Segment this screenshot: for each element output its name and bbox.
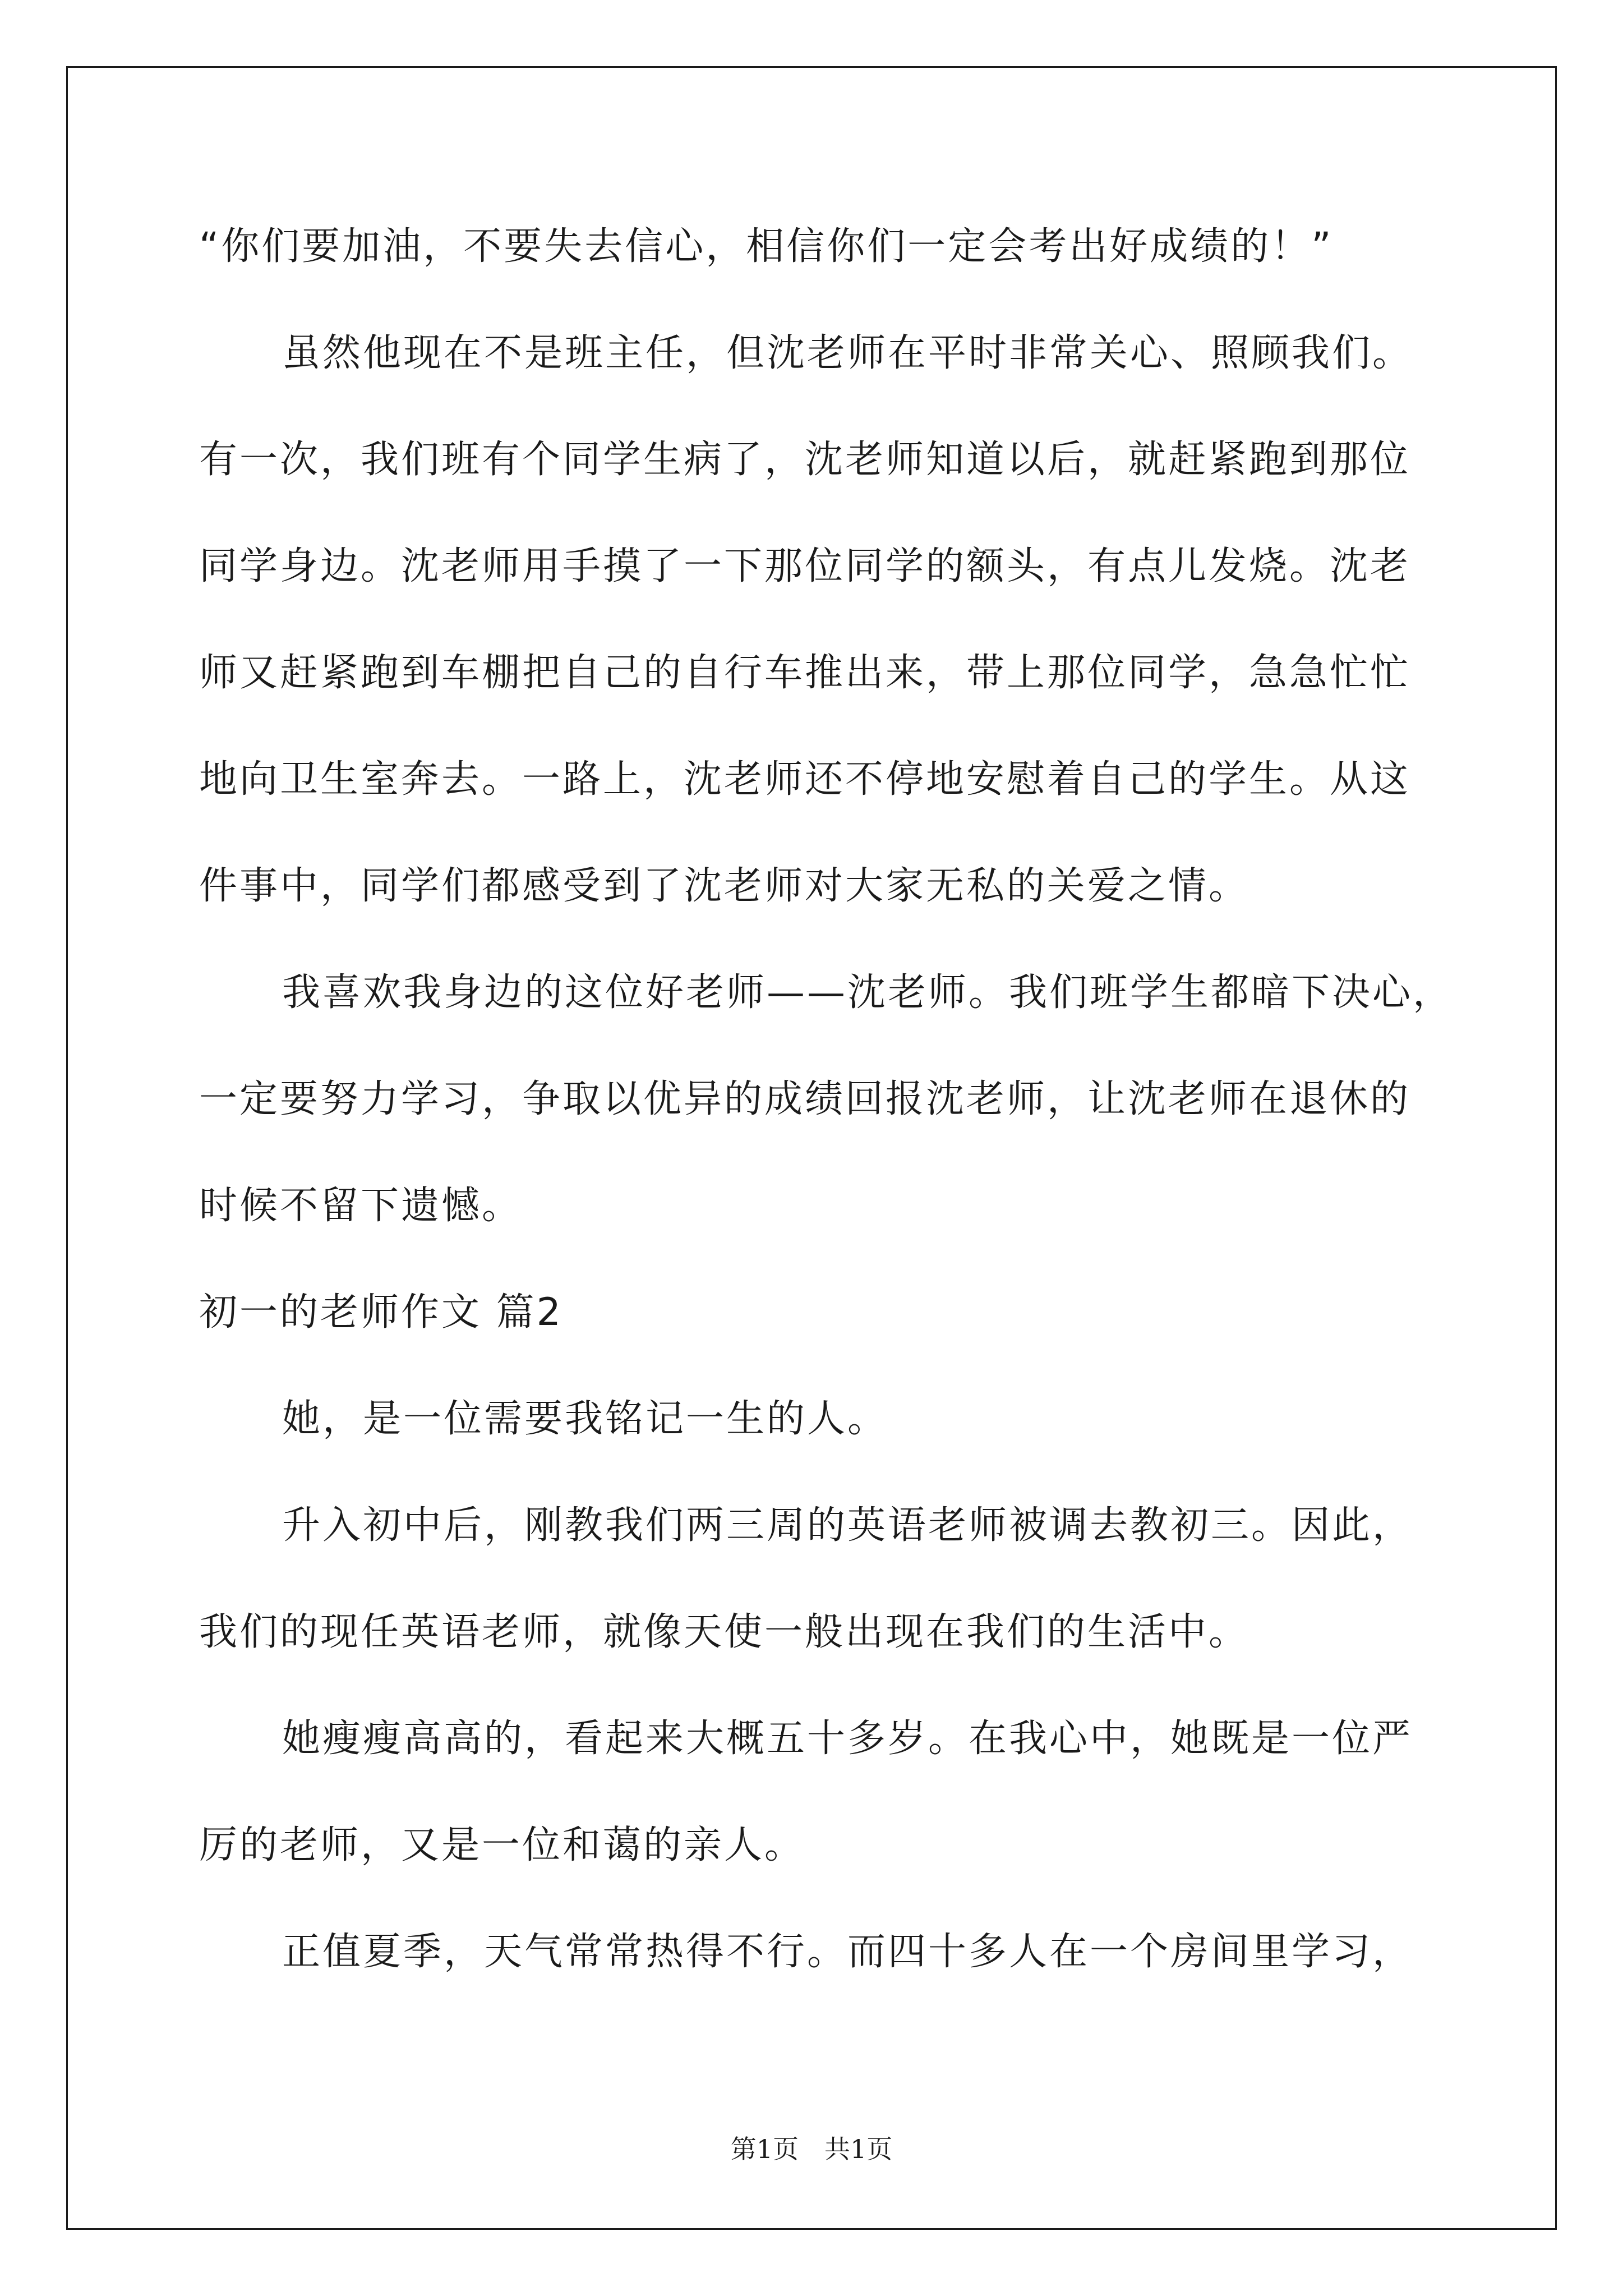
paragraph-start: 升入初中后，刚教我们两三周的英语老师被调去教初三。因此， xyxy=(282,1503,1413,1548)
paragraph-start: 她瘦瘦高高的，看起来大概五十多岁。在我心中，她既是一位严 xyxy=(282,1717,1413,1761)
text-line: 地向卫生室奔去。一路上，沈老师还不停地安慰着自己的学生。从这 xyxy=(199,757,1411,802)
text-line: 时候不留下遗憾。 xyxy=(199,1184,523,1228)
text-line: 有一次，我们班有个同学生病了，沈老师知道以后，就赶紧跑到那位 xyxy=(199,438,1411,482)
paragraph-start: 我喜欢我身边的这位好老师——沈老师。我们班学生都暗下决心， xyxy=(282,970,1454,1015)
text-line: 师又赶紧跑到车棚把自己的自行车推出来，带上那位同学，急急忙忙 xyxy=(199,651,1411,695)
page-number: 第1页 共1页 xyxy=(730,2134,893,2164)
text-line: 我们的现任英语老师，就像天使一般出现在我们的生活中。 xyxy=(199,1610,1249,1654)
text-line: 同学身边。沈老师用手摸了一下那位同学的额头，有点儿发烧。沈老 xyxy=(199,544,1411,588)
paragraph-start: 她，是一位需要我铭记一生的人。 xyxy=(282,1397,888,1441)
paragraph-start: 虽然他现在不是班主任，但沈老师在平时非常关心、照顾我们。 xyxy=(282,331,1413,375)
paragraph-start: 正值夏季，天气常常热得不行。而四十多人在一个房间里学习， xyxy=(282,1930,1413,1974)
text-line: 一定要努力学习，争取以优异的成绩回报沈老师，让沈老师在退休的 xyxy=(199,1077,1411,1121)
page-border xyxy=(66,66,1557,2230)
text-line: 厉的老师，又是一位和蔼的亲人。 xyxy=(199,1823,805,1867)
text-line: 件事中，同学们都感受到了沈老师对大家无私的关爱之情。 xyxy=(199,864,1249,908)
text-line: “你们要加油，不要失去信心，相信你们一定会考出好成绩的！” xyxy=(199,224,1334,269)
section-heading: 初一的老师作文 篇2 xyxy=(199,1290,563,1335)
